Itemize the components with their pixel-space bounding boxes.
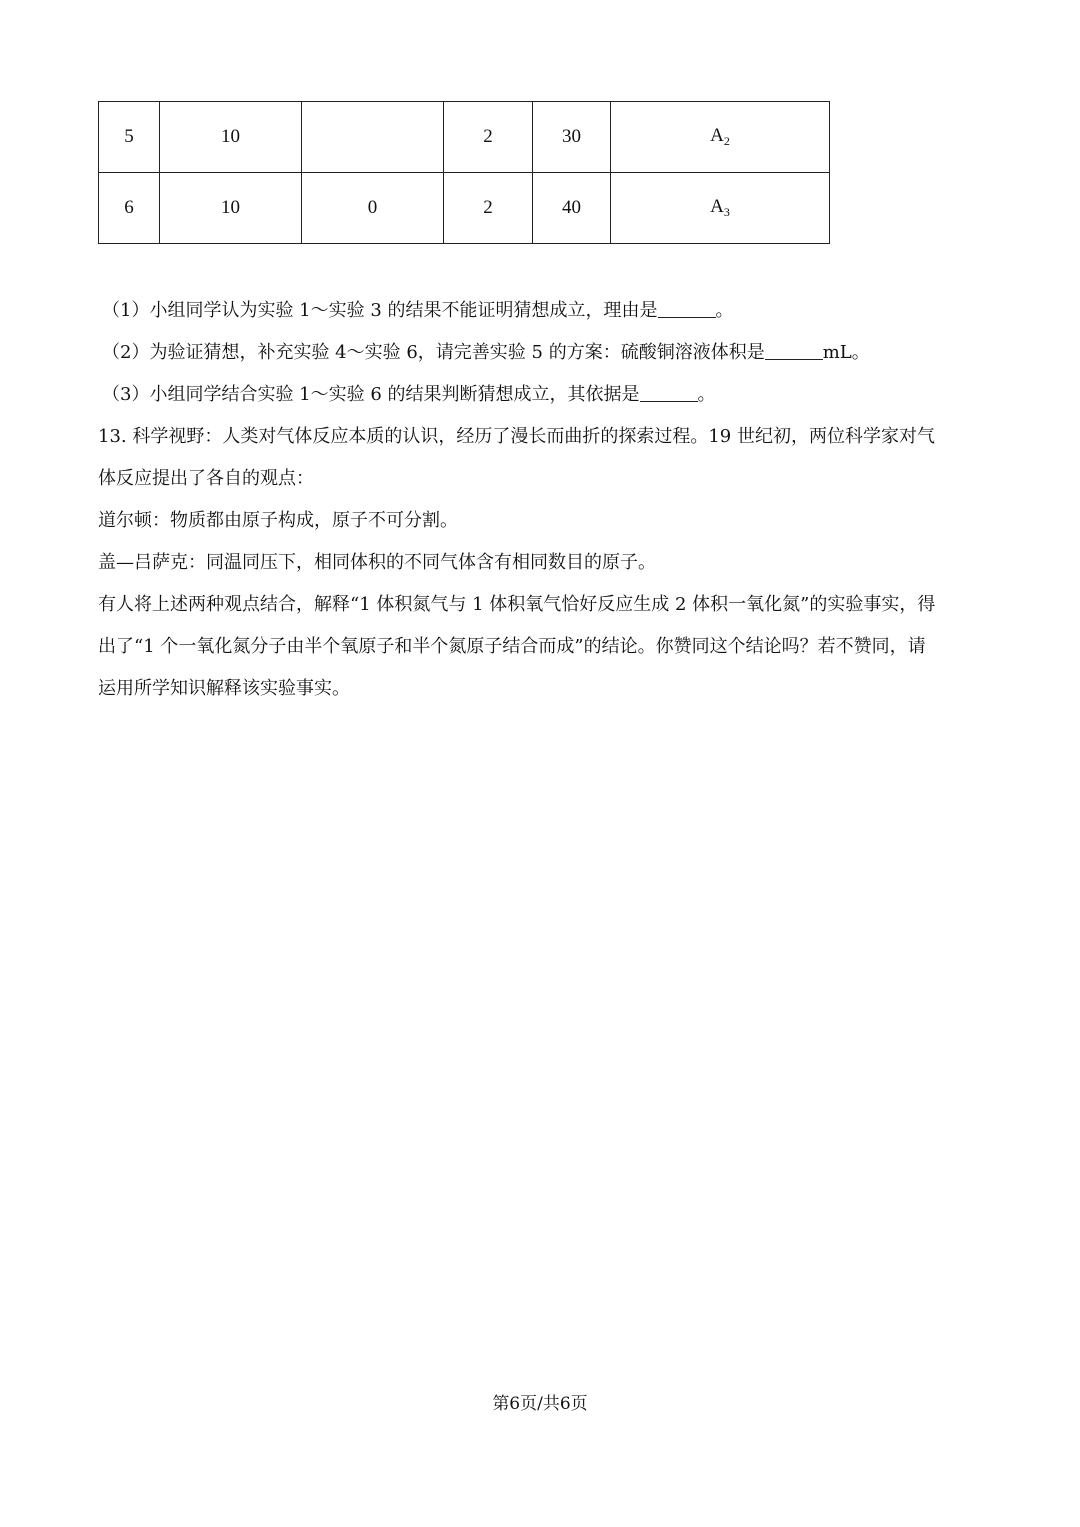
problem-13-line: 体反应提出了各自的观点： (98, 468, 314, 489)
problem-13-line: 道尔顿：物质都由原子构成，原子不可分割。 (98, 510, 458, 531)
question-text: （2）为验证猜想，补充实验 4～实验 6，请完善实验 5 的方案：硫酸铜溶液体积是 (102, 342, 765, 363)
table-cell: 30 (533, 102, 611, 173)
answer-blank[interactable] (765, 337, 823, 360)
question-text: 。 (697, 384, 716, 405)
question-2 (102, 332, 993, 374)
table-cell-result (611, 173, 830, 244)
table-row (99, 102, 830, 173)
problem-13-line: 13. 科学视野：人类对气体反应本质的认识，经历了漫长而曲折的探索过程。19 世纪初，两位科学家对气 (98, 426, 935, 447)
problem-13-line: 出了“1 个一氧化氮分子由半个氧原子和半个氮原子结合而成”的结论。你赞同这个结论吗？若不赞同，请 (98, 636, 926, 657)
question-text: 。 (715, 300, 734, 321)
problem-13-line: 有人将上述两种观点结合，解释“1 体积氮气与 1 体积氧气恰好反应生成 2 体积一氧化氮”的实验事实，得 (98, 594, 936, 615)
problem-13-line: 运用所学知识解释该实验事实。 (98, 678, 350, 699)
question-1 (102, 290, 993, 332)
table-row (99, 173, 830, 244)
experiment-table (98, 101, 830, 244)
table-cell: 2 (444, 102, 533, 173)
question-text: （3）小组同学结合实验 1～实验 6 的结果判断猜想成立，其依据是 (102, 384, 640, 405)
table-cell: 40 (533, 173, 611, 244)
result-subscript: 2 (723, 134, 730, 148)
question-3 (102, 374, 993, 416)
table-cell: 6 (99, 173, 160, 244)
question-text: mL。 (822, 342, 870, 363)
problem-13-line: 盖—吕萨克：同温同压下，相同体积的不同气体含有相同数目的原子。 (98, 552, 656, 573)
page-number: 第6页/共6页 (492, 1394, 588, 1414)
table-cell: 10 (160, 102, 302, 173)
table-cell: 0 (302, 173, 444, 244)
result-symbol: A (710, 196, 724, 217)
table-cell: 10 (160, 173, 302, 244)
result-subscript: 3 (723, 205, 730, 219)
table-cell: 2 (444, 173, 533, 244)
answer-blank[interactable] (658, 295, 716, 318)
table-cell-result (611, 102, 830, 173)
table-cell: 5 (99, 102, 160, 173)
questions-block (98, 290, 993, 710)
result-symbol: A (710, 125, 724, 146)
answer-blank[interactable] (640, 379, 698, 402)
question-text: （1）小组同学认为实验 1～实验 3 的结果不能证明猜想成立，理由是 (102, 300, 658, 321)
table-cell-empty (302, 102, 444, 173)
